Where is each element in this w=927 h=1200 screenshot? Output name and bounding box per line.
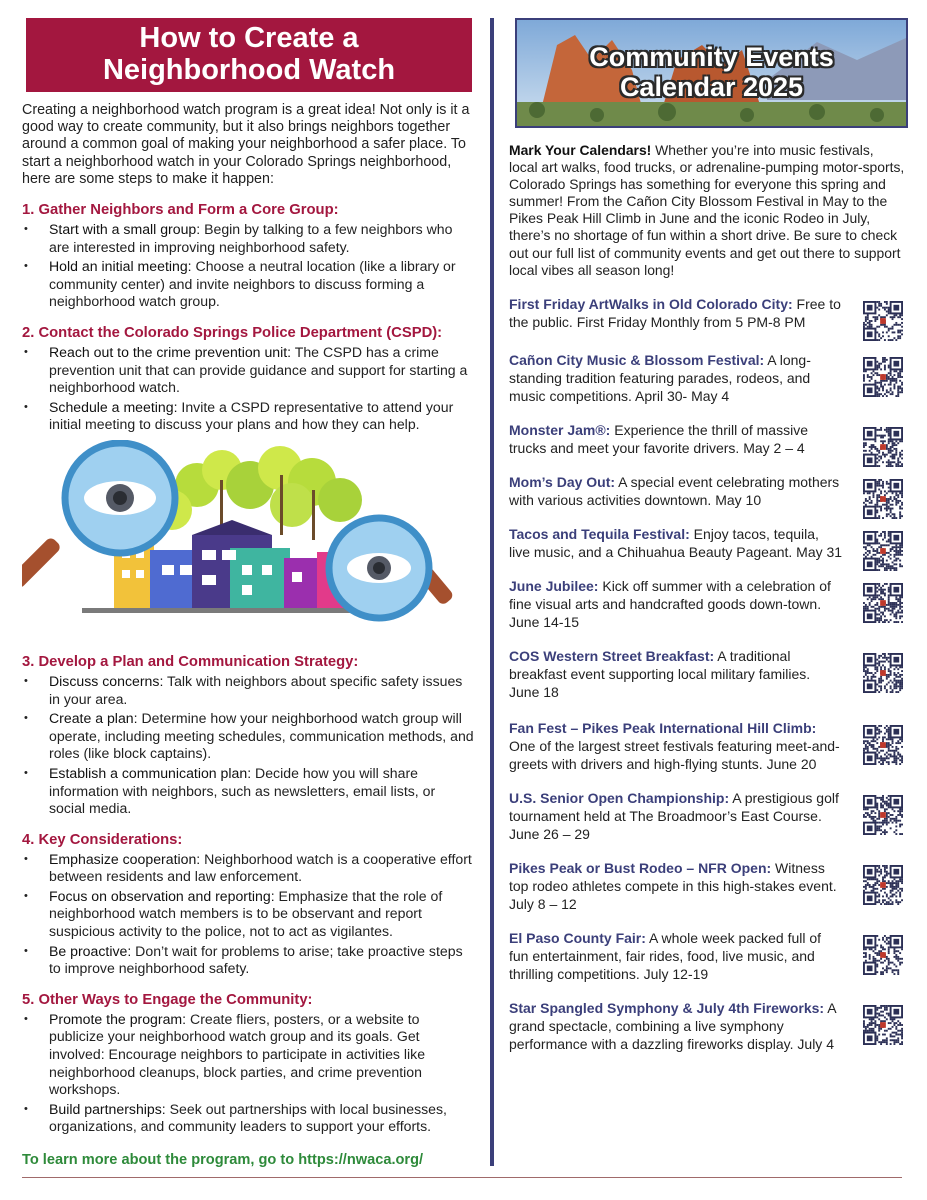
learn-more-link[interactable]: To learn more about the program, go to https://nwaca.org/ bbox=[22, 1152, 424, 1169]
bullet-text: Create fliers, posters, or a website to publicize your neighborhood watch group and its goals. Get involved: Encourage neighbors to participate in activities like neighborhood cleanups, block parties, and crime prevention workshops. bbox=[49, 1010, 426, 1098]
qr-code-icon[interactable] bbox=[863, 479, 903, 519]
qr-code-icon[interactable] bbox=[863, 583, 903, 623]
mark-lead: Mark Your Calendars! bbox=[509, 142, 652, 158]
bottom-rule bbox=[22, 1177, 902, 1178]
event-text: A grand spectacle, combining a live symphony performance with a dazzling fireworks display. July 4 bbox=[509, 999, 836, 1052]
event-item bbox=[509, 351, 905, 405]
bullet-item bbox=[22, 258, 474, 311]
event-text: Enjoy tacos, tequila, live music, and a Chihuahua Beauty Pageant. May 31 bbox=[509, 525, 843, 560]
bullet-text: Determine how your neighborhood watch group will operate, including meeting schedules, communication methods, and roles (like block captains). bbox=[49, 710, 474, 762]
event-item bbox=[509, 929, 905, 983]
bullet-text: Neighborhood watch is a cooperative effort between residents and law enforcement. bbox=[49, 850, 472, 885]
bullet-text: Don’t wait for problems to arise; take proactive steps to improve neighborhood safety. bbox=[49, 942, 463, 977]
event-text: One of the largest street festivals featuring meet-and-greets with drivers and high-flying stunts. June 20 bbox=[509, 737, 840, 772]
event-text: A whole week packed full of fun entertainment, fair rides, food, live music, and thrilling competitions. July 12-19 bbox=[509, 929, 822, 982]
event-title: Tacos and Tequila Festival: bbox=[509, 525, 690, 542]
mark-calendars-paragraph bbox=[509, 142, 905, 279]
bullet-lead: Start with a small group: bbox=[49, 221, 201, 238]
events-column bbox=[509, 18, 905, 1053]
bullet-text: Invite a CSPD representative to attend your initial meeting to discuss your plans and how they can help. bbox=[49, 398, 454, 433]
section-heading: 1. Gather Neighbors and Form a Core Group: bbox=[22, 202, 339, 219]
qr-code-icon[interactable] bbox=[863, 301, 903, 341]
bullet-text: The CSPD has a crime prevention unit that can provide guidance and support for starting a neighborhood watch. bbox=[49, 343, 468, 396]
event-title: Cañon City Music & Blossom Festival: bbox=[509, 351, 765, 368]
bullet-item bbox=[22, 1101, 474, 1136]
column-divider bbox=[490, 18, 494, 1166]
bullet-lead: Hold an initial meeting: bbox=[49, 258, 192, 275]
event-item bbox=[509, 473, 905, 509]
events-calendar-title bbox=[517, 42, 906, 102]
bullet-text: Decide how you will share information with neighbors, such as newsletters, email lists, or social media. bbox=[49, 764, 436, 817]
mark-text: Whether you’re into music festivals, local art walks, food trucks, or adrenaline-pumping motor-sports, Colorado Springs has something for everyone this spring and summer! From the Cañon City Blossom Festival in May to the Pikes Peak Hill Climb in June and the iconic Rodeo in July, there’s no shortage of fun within a short drive. Be sure to check out our full list of community events and get out there to support local vibes all season long! bbox=[509, 142, 905, 278]
event-title: U.S. Senior Open Championship: bbox=[509, 789, 730, 806]
event-title: Fan Fest – Pikes Peak International Hill Climb: bbox=[509, 719, 817, 736]
bullet-item bbox=[22, 943, 474, 978]
qr-code-icon[interactable] bbox=[863, 531, 903, 571]
bullet-item bbox=[22, 765, 474, 818]
bullet-text: Emphasize that the role of neighborhood watch members is to be observant and report suspicious activity to the police, not to act as vigilantes. bbox=[49, 887, 443, 940]
event-text: Kick off summer with a celebration of fine visual arts and handcrafted goods down-town. June 14-15 bbox=[509, 577, 831, 630]
event-item bbox=[509, 719, 905, 773]
events-list bbox=[509, 295, 905, 1053]
event-title: Star Spangled Symphony & July 4th Fireworks: bbox=[509, 999, 825, 1016]
event-title: El Paso County Fair: bbox=[509, 929, 646, 946]
qr-code-icon[interactable] bbox=[863, 865, 903, 905]
event-item bbox=[509, 789, 905, 843]
events-title-line-1: Community Events bbox=[589, 42, 834, 72]
title-line-2: Neighborhood Watch bbox=[102, 54, 396, 86]
bullet-item bbox=[22, 888, 474, 941]
bullet-lead: Focus on observation and reporting: bbox=[49, 887, 275, 904]
section-heading: 5. Other Ways to Engage the Community: bbox=[22, 991, 313, 1008]
qr-code-icon[interactable] bbox=[863, 935, 903, 975]
events-title-line-2: Calendar 2025 bbox=[619, 72, 804, 102]
qr-code-icon[interactable] bbox=[863, 357, 903, 397]
bullet-item bbox=[22, 399, 474, 434]
event-text: Witness top rodeo athletes compete in this high-stakes event. July 8 – 12 bbox=[509, 859, 837, 912]
qr-code-icon[interactable] bbox=[863, 427, 903, 467]
event-text: Free to the public. First Friday Monthly from 5 PM-8 PM bbox=[509, 295, 841, 330]
event-text: A traditional breakfast event supporting local military families. June 18 bbox=[509, 647, 811, 700]
qr-code-icon[interactable] bbox=[863, 1005, 903, 1045]
section-heading: 3. Develop a Plan and Communication Strategy: bbox=[22, 653, 359, 670]
event-item bbox=[509, 577, 905, 631]
qr-code-icon[interactable] bbox=[863, 653, 903, 693]
event-title: Monster Jam®: bbox=[509, 421, 611, 438]
bullet-lead: Schedule a meeting: bbox=[49, 398, 178, 415]
event-item bbox=[509, 525, 905, 561]
bullet-lead: Establish a communication plan: bbox=[49, 764, 252, 781]
event-title: Pikes Peak or Bust Rodeo – NFR Open: bbox=[509, 859, 772, 876]
bullet-item bbox=[22, 673, 474, 708]
event-title: June Jubilee: bbox=[509, 577, 599, 594]
bullet-text: Talk with neighbors about specific safety issues in your area. bbox=[49, 672, 463, 707]
neighborhood-watch-column bbox=[22, 18, 474, 1168]
qr-code-icon[interactable] bbox=[863, 725, 903, 765]
event-title: Mom’s Day Out: bbox=[509, 473, 616, 490]
bullet-item bbox=[22, 344, 474, 397]
event-text: A special event celebrating mothers with various activities downtown. May 10 bbox=[509, 473, 840, 508]
event-text: Experience the thrill of massive trucks and meet your favorite drivers. May 2 – 4 bbox=[509, 421, 808, 456]
magnifier-eye-icon bbox=[329, 518, 455, 618]
event-title: First Friday ArtWalks in Old Colorado City: bbox=[509, 295, 793, 312]
event-item bbox=[509, 647, 905, 701]
event-item bbox=[509, 999, 905, 1053]
title-line-1: How to Create a bbox=[139, 22, 359, 54]
event-item bbox=[509, 859, 905, 913]
event-text: A prestigious golf tournament held at The Broadmoor’s East Course. June 26 – 29 bbox=[509, 789, 839, 842]
bullet-item bbox=[22, 1011, 474, 1099]
neighborhood-watch-title-banner bbox=[26, 18, 472, 92]
event-text: A long-standing tradition featuring parades, rodeos, and music competitions. April 30- May 4 bbox=[509, 351, 811, 404]
event-title: COS Western Street Breakfast: bbox=[509, 647, 715, 664]
event-item bbox=[509, 295, 905, 331]
bullet-lead: Create a plan: bbox=[49, 710, 138, 727]
neighborhood-watch-illustration bbox=[22, 440, 474, 640]
bullet-lead: Promote the program: bbox=[49, 1010, 187, 1027]
bullet-lead: Discuss concerns: bbox=[49, 672, 164, 689]
bullet-lead: Reach out to the crime prevention unit: bbox=[49, 343, 292, 360]
bullet-item bbox=[22, 710, 474, 763]
section-heading: 2. Contact the Colorado Springs Police Department (CSPD): bbox=[22, 324, 443, 341]
bullet-text: Choose a neutral location (like a library or community center) and invite neighbors to discuss forming a neighborhood watch group. bbox=[49, 258, 456, 310]
intro-paragraph: Creating a neighborhood watch program is a great idea! Not only is it a good way to create community, but it also brings neighbors together around a common goal of making your neighborhood a safer place. To start a neighborhood watch in your Colorado Springs neighborhood, here are some steps to make it happen: bbox=[22, 102, 470, 187]
bullet-lead: Be proactive: bbox=[49, 942, 132, 959]
bullet-lead: Build partnerships: bbox=[49, 1100, 166, 1117]
event-item bbox=[509, 421, 905, 457]
section-heading: 4. Key Considerations: bbox=[22, 831, 183, 848]
trees-illustration bbox=[152, 446, 362, 540]
bullet-item bbox=[22, 851, 474, 886]
bullet-text: Begin by talking to a few neighbors who are interested in improving neighborhood safety. bbox=[49, 221, 453, 255]
bullet-text: Seek out partnerships with local businesses, organizations, and community leaders to support your efforts. bbox=[49, 1100, 447, 1135]
bullet-lead: Emphasize cooperation: bbox=[49, 850, 201, 867]
events-hero-banner bbox=[515, 18, 908, 128]
bullet-item bbox=[22, 221, 474, 256]
qr-code-icon[interactable] bbox=[863, 795, 903, 835]
